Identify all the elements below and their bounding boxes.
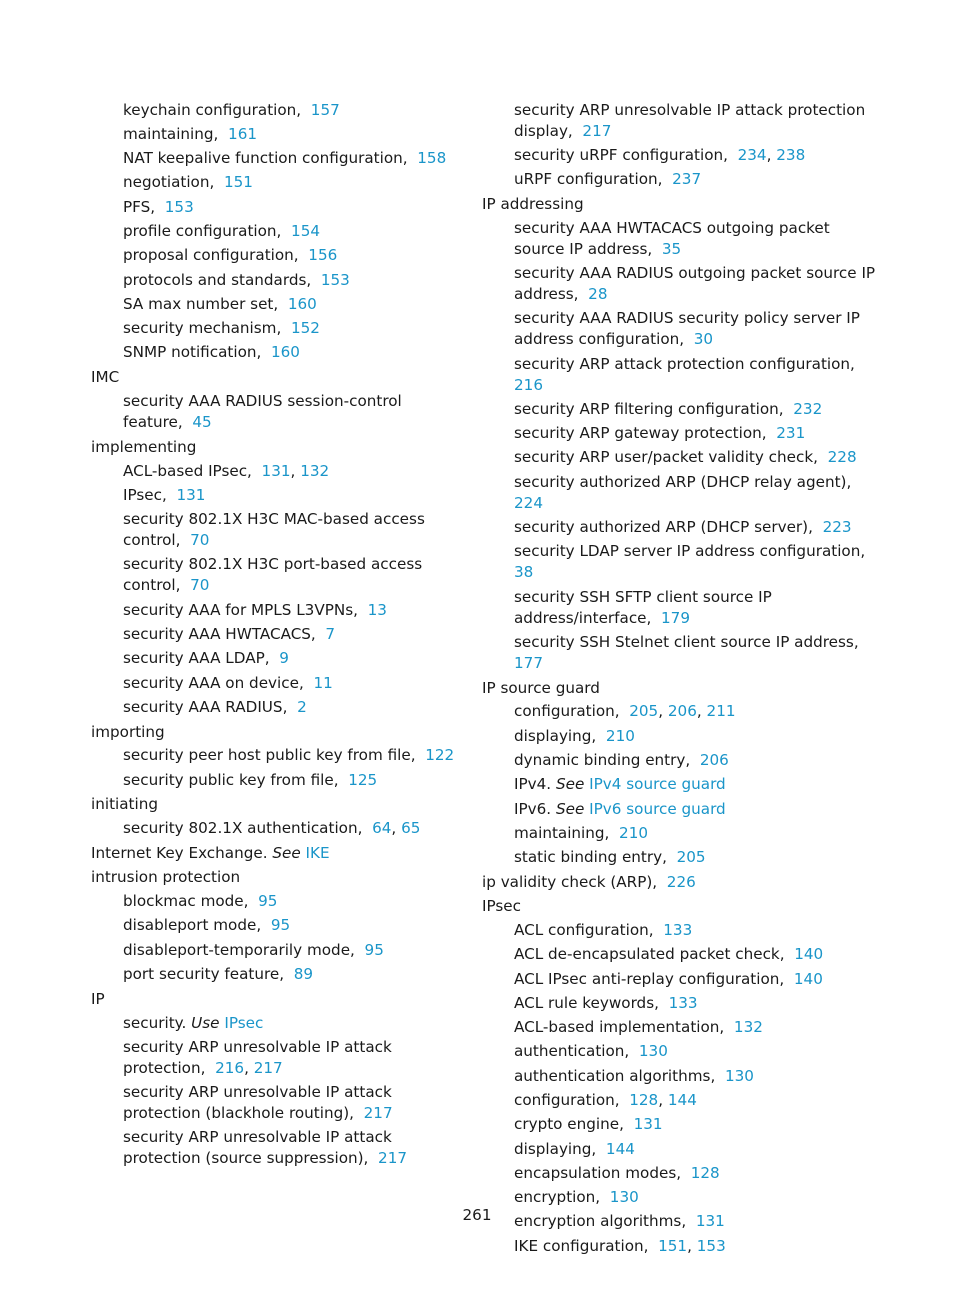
page-link[interactable]: 228 bbox=[827, 448, 857, 467]
entry-text: IP addressing bbox=[482, 194, 584, 213]
entry-text: ACL IPsec anti-replay configuration, bbox=[514, 969, 785, 988]
index-subentry-security-mechanism bbox=[91, 317, 461, 341]
page-link[interactable]: 131 bbox=[176, 485, 206, 504]
index-subentry-displaying bbox=[482, 724, 882, 748]
page-link[interactable]: 160 bbox=[270, 343, 300, 362]
page-link[interactable]: 210 bbox=[619, 823, 649, 842]
entry-text: importing bbox=[91, 722, 165, 741]
index-subentry-authentication bbox=[482, 1040, 882, 1064]
entry-text: displaying, bbox=[514, 726, 597, 745]
page-link[interactable]: 95 bbox=[364, 940, 384, 959]
entry-text: security LDAP server IP address configuration, bbox=[514, 542, 866, 561]
page-link[interactable]: 140 bbox=[794, 945, 824, 964]
page-link[interactable]: 64 bbox=[372, 819, 392, 838]
entry-text: security authorized ARP (DHCP relay agent), bbox=[514, 472, 852, 491]
entry-text: security ARP unresolvable IP attack protection (source suppression), bbox=[123, 1128, 392, 1168]
index-subentry-disableport-mode bbox=[91, 914, 461, 938]
page-link[interactable]: 151 bbox=[223, 173, 253, 192]
page-link[interactable]: 216 bbox=[215, 1058, 245, 1077]
index-subentry-security-arp-filtering-configuration bbox=[482, 397, 882, 421]
entry-text: IPv6. bbox=[514, 799, 552, 818]
index-heading-ip-addressing bbox=[482, 192, 882, 216]
page-link[interactable]: 130 bbox=[724, 1066, 754, 1085]
index-subentry-ipv4 bbox=[482, 773, 882, 797]
entry-text: displaying, bbox=[514, 1139, 597, 1158]
entry-text: security AAA HWTACACS, bbox=[123, 625, 316, 644]
page-link[interactable]: 28 bbox=[588, 285, 608, 304]
index-subentry-proposal-configuration bbox=[91, 244, 461, 268]
page-link[interactable]: 11 bbox=[313, 673, 333, 692]
index-subentry-security-arp-unresolvable-ip-attack-prot bbox=[91, 1081, 461, 1126]
index-subentry-security-ssh-stelnet-client-source-ip-ad bbox=[482, 630, 882, 675]
index-heading-importing bbox=[91, 720, 461, 744]
index-column-left bbox=[91, 98, 461, 1171]
index-heading-initiating bbox=[91, 792, 461, 816]
page-link[interactable]: 161 bbox=[228, 124, 258, 143]
index-subentry-ike-configuration: IKE configuration, 151, 153 bbox=[514, 1236, 726, 1255]
page-link[interactable]: 38 bbox=[514, 563, 534, 582]
page-link[interactable]: 130 bbox=[638, 1042, 668, 1061]
index-subentry-sa-max-number-set bbox=[91, 292, 461, 316]
entry-text: blockmac mode, bbox=[123, 892, 249, 911]
page-link[interactable]: 144 bbox=[605, 1139, 635, 1158]
entry-text: security ARP unresolvable IP attack protection (blackhole routing), bbox=[123, 1083, 392, 1123]
page-link[interactable]: 13 bbox=[367, 600, 387, 619]
index-subentry-crypto-engine bbox=[482, 1113, 882, 1137]
page-link[interactable]: 205 bbox=[629, 702, 659, 721]
entry-text: ip validity check (ARP), bbox=[482, 872, 658, 891]
page-link[interactable]: 205 bbox=[676, 848, 706, 867]
cross-reference-word: See bbox=[555, 775, 585, 794]
entry-text: PFS, bbox=[123, 197, 156, 216]
page-link[interactable]: 122 bbox=[425, 746, 455, 765]
page-link[interactable]: 217 bbox=[253, 1058, 283, 1077]
index-subentry-security-aaa-for-mpls-l3vpns bbox=[91, 598, 461, 622]
index-subentry-security-aaa-radius-session-control-feat bbox=[91, 389, 461, 434]
entry-text: maintaining, bbox=[123, 124, 219, 143]
entry-text: crypto engine, bbox=[514, 1115, 624, 1134]
page-link[interactable]: 153 bbox=[696, 1236, 726, 1255]
entry-text: security AAA LDAP, bbox=[123, 649, 270, 668]
index-subentry-snmp-notification bbox=[91, 341, 461, 365]
index-subentry-security-aaa-on-device bbox=[91, 671, 461, 695]
entry-text: security 802.1X H3C port-based access control, bbox=[123, 555, 423, 595]
page-link[interactable]: 30 bbox=[693, 330, 714, 349]
page-link[interactable]: 65 bbox=[401, 819, 421, 838]
page-link[interactable]: 7 bbox=[325, 625, 336, 644]
entry-text: initiating bbox=[91, 795, 158, 814]
page-link[interactable]: 89 bbox=[293, 965, 314, 984]
index-subentry-displaying bbox=[482, 1137, 882, 1161]
entry-text: security authorized ARP (DHCP server), bbox=[514, 518, 813, 537]
index-subentry-protocols-and-standards bbox=[91, 268, 461, 292]
page-link[interactable]: 231 bbox=[776, 424, 806, 443]
entry-text: encryption algorithms, bbox=[514, 1212, 687, 1231]
page-link[interactable]: 232 bbox=[793, 399, 823, 418]
page-link[interactable]: 132 bbox=[300, 461, 330, 480]
page-link[interactable]: 144 bbox=[667, 1090, 697, 1109]
index-subentry-acl-configuration bbox=[482, 918, 882, 942]
entry-text: security AAA RADIUS outgoing packet source IP address, bbox=[514, 264, 876, 304]
page-link[interactable]: 128 bbox=[690, 1163, 720, 1182]
index-subentry-port-security-feature bbox=[91, 962, 461, 986]
entry-text: encapsulation modes, bbox=[514, 1163, 682, 1182]
entry-text: keychain configuration, bbox=[123, 100, 302, 119]
entry-text: IKE configuration, bbox=[514, 1236, 649, 1255]
entry-text: security AAA RADIUS session-control feature, bbox=[123, 392, 402, 432]
page-link[interactable]: 158 bbox=[417, 149, 447, 168]
index-subentry-authentication-algorithms bbox=[482, 1064, 882, 1088]
entry-text: security peer host public key from file, bbox=[123, 746, 416, 765]
index-subentry-acl-rule-keywords bbox=[482, 991, 882, 1015]
index-subentry-urpf-configuration bbox=[482, 168, 882, 192]
index-subentry-security-aaa-radius-security-policy-serv bbox=[482, 307, 882, 352]
index-subentry-security-arp-gateway-protection bbox=[482, 422, 882, 446]
entry-text: IMC bbox=[91, 368, 120, 387]
entry-text: security AAA RADIUS security policy server IP address configuration, bbox=[514, 309, 860, 349]
entry-text: security mechanism, bbox=[123, 319, 282, 338]
entry-text: security uRPF configuration, bbox=[514, 145, 728, 164]
page-link[interactable]: 133 bbox=[668, 993, 698, 1012]
entry-text: proposal configuration, bbox=[123, 246, 299, 265]
index-subentry-static-binding-entry bbox=[482, 846, 882, 870]
page-link[interactable]: 217 bbox=[378, 1149, 408, 1168]
cross-reference-word: See bbox=[272, 843, 301, 862]
index-subentry-ipv6 bbox=[482, 797, 882, 821]
entry-text: IPv4. bbox=[514, 775, 552, 794]
entry-text: security SSH SFTP client source IP address/interface, bbox=[514, 587, 772, 627]
index-subentry-security-arp-attack-protection-configura bbox=[482, 352, 882, 397]
page-link[interactable]: 133 bbox=[663, 921, 693, 940]
entry-text: negotiation, bbox=[123, 173, 215, 192]
index-heading-intrusion-protection bbox=[91, 865, 461, 889]
index-heading-imc bbox=[91, 365, 461, 389]
index-subentry-security-authorized-arp-dhcp-server bbox=[482, 515, 882, 539]
index-subentry-security-arp-unresolvable-ip-attack-prot bbox=[482, 98, 882, 143]
index-subentry-maintaining bbox=[482, 821, 882, 845]
entry-text: security ARP filtering configuration, bbox=[514, 399, 784, 418]
entry-text: IPsec bbox=[482, 897, 521, 916]
entry-text: disableport mode, bbox=[123, 916, 262, 935]
index-subentry-keychain-configuration bbox=[91, 98, 461, 122]
entry-text: security AAA HWTACACS outgoing packet source IP address, bbox=[514, 218, 830, 258]
page-link[interactable]: 153 bbox=[164, 197, 194, 216]
index-heading-internet-key-exchange bbox=[91, 841, 461, 865]
page-link[interactable]: 70 bbox=[190, 531, 210, 550]
entry-text: encryption, bbox=[514, 1188, 601, 1207]
index-subentry-configuration: configuration, 205, 206, 211 bbox=[514, 702, 736, 721]
index-subentry-dynamic-binding-entry bbox=[482, 748, 882, 772]
entry-text: maintaining, bbox=[514, 823, 610, 842]
index-column-right bbox=[482, 98, 882, 1258]
page-link[interactable]: 35 bbox=[661, 239, 682, 258]
entry-text: security ARP attack protection configuration, bbox=[514, 354, 855, 373]
index-subentry-security-public-key-from-file bbox=[91, 768, 461, 792]
entry-text: security ARP unresolvable IP attack protection display, bbox=[514, 100, 866, 140]
index-subentry-maintaining bbox=[91, 122, 461, 146]
entry-text: disableport-temporarily mode, bbox=[123, 940, 355, 959]
index-subentry-security-arp-user-packet-validity-check bbox=[482, 446, 882, 470]
page-link[interactable]: 95 bbox=[270, 916, 291, 935]
page-link[interactable]: 217 bbox=[582, 121, 612, 140]
index-subentry-disableport-temporarily-mode bbox=[91, 938, 461, 962]
index-subentry-acl-based-implementation bbox=[482, 1016, 882, 1040]
index-subentry-security-urpf-configuration: security uRPF configuration, 234, 238 bbox=[514, 145, 806, 164]
entry-text: security 802.1X authentication, bbox=[123, 819, 363, 838]
index-subentry-security-ldap-server-ip-address-configur bbox=[482, 540, 882, 585]
index-subentry-acl-de-encapsulated-packet-check bbox=[482, 943, 882, 967]
page-link[interactable]: 131 bbox=[261, 461, 291, 480]
index-subentry-security-aaa-radius-outgoing-packet-sour bbox=[482, 261, 882, 306]
page-link[interactable]: 45 bbox=[192, 413, 212, 432]
entry-text: uRPF configuration, bbox=[514, 170, 663, 189]
page-link[interactable]: 160 bbox=[287, 294, 317, 313]
page-link[interactable]: 153 bbox=[320, 270, 350, 289]
entry-text: Internet Key Exchange. bbox=[91, 843, 268, 862]
page-link[interactable]: 132 bbox=[733, 1018, 763, 1037]
entry-text: security ARP user/packet validity check, bbox=[514, 448, 818, 467]
index-heading-ip-source-guard bbox=[482, 676, 882, 700]
index-subentry-acl-ipsec-anti-replay-configuration bbox=[482, 967, 882, 991]
page-link[interactable]: 211 bbox=[706, 702, 736, 721]
page-link[interactable]: 131 bbox=[695, 1212, 725, 1231]
entry-text: implementing bbox=[91, 437, 197, 456]
index-subentry-security-aaa-ldap bbox=[91, 647, 461, 671]
page-link[interactable]: 206 bbox=[699, 751, 729, 770]
page-link[interactable]: 234 bbox=[737, 145, 767, 164]
page-link[interactable]: 152 bbox=[290, 319, 320, 338]
index-subentry-security-aaa-hwtacacs bbox=[91, 622, 461, 646]
entry-text: IP source guard bbox=[482, 678, 600, 697]
index-subentry-ipsec bbox=[91, 483, 461, 507]
index-subentry-nat-keepalive-function-configuration bbox=[91, 147, 461, 171]
page-link[interactable]: 128 bbox=[629, 1090, 659, 1109]
index-subentry-profile-configuration bbox=[91, 219, 461, 243]
entry-text: port security feature, bbox=[123, 965, 285, 984]
page-link[interactable]: 224 bbox=[514, 493, 543, 512]
entry-text: configuration, bbox=[514, 1090, 620, 1109]
cross-reference-link[interactable]: IPsec bbox=[224, 1013, 264, 1032]
page-link[interactable]: 216 bbox=[514, 375, 543, 394]
index-subentry-security-ssh-sftp-client-source-ip-addre bbox=[482, 585, 882, 630]
index-heading-ip-validity-check-arp bbox=[482, 870, 882, 894]
index-subentry-security-aaa-hwtacacs-outgoing-packet-so bbox=[482, 216, 882, 261]
entry-text: authentication, bbox=[514, 1042, 630, 1061]
entry-text: security. bbox=[123, 1013, 187, 1032]
entry-text: SNMP notification, bbox=[123, 343, 262, 362]
entry-text: security ARP gateway protection, bbox=[514, 424, 767, 443]
entry-text: security ARP unresolvable IP attack protection, bbox=[123, 1037, 392, 1077]
entry-text: IPsec, bbox=[123, 485, 167, 504]
index-heading-ip bbox=[91, 987, 461, 1011]
entry-text: intrusion protection bbox=[91, 868, 241, 887]
entry-text: NAT keepalive function configuration, bbox=[123, 149, 408, 168]
entry-text: profile configuration, bbox=[123, 222, 282, 241]
page-link[interactable]: 131 bbox=[633, 1115, 663, 1134]
index-subentry-encapsulation-modes bbox=[482, 1161, 882, 1185]
page-link[interactable]: 9 bbox=[279, 649, 289, 668]
cross-reference-link[interactable]: IKE bbox=[305, 843, 330, 862]
entry-text: authentication algorithms, bbox=[514, 1066, 716, 1085]
entry-text: IP bbox=[91, 989, 105, 1008]
index-subentry-security-peer-host-public-key-from-file bbox=[91, 744, 461, 768]
page-link[interactable]: 2 bbox=[297, 697, 307, 716]
page-link[interactable]: 130 bbox=[609, 1188, 639, 1207]
index-subentry-security-arp-unresolvable-ip-attack-prot: security ARP unresolvable IP attack protection, 216, 217 bbox=[123, 1037, 392, 1077]
index-subentry-security-aaa-radius bbox=[91, 695, 461, 719]
page-link[interactable]: 206 bbox=[667, 702, 697, 721]
page-link[interactable]: 226 bbox=[666, 872, 696, 891]
page-link[interactable]: 157 bbox=[310, 100, 340, 119]
index-subentry-pfs bbox=[91, 195, 461, 219]
page-link[interactable]: 70 bbox=[190, 576, 210, 595]
page-link[interactable]: 154 bbox=[291, 222, 321, 241]
page-link[interactable]: 217 bbox=[363, 1104, 393, 1123]
page-link[interactable]: 95 bbox=[258, 892, 278, 911]
page-number: 261 bbox=[462, 1206, 492, 1224]
entry-text: dynamic binding entry, bbox=[514, 751, 691, 770]
entry-text: configuration, bbox=[514, 702, 620, 721]
page-link[interactable]: 238 bbox=[776, 145, 806, 164]
entry-text: security AAA RADIUS, bbox=[123, 697, 288, 716]
index-subentry-security-authorized-arp-dhcp-relay-agent bbox=[482, 470, 882, 515]
page-link[interactable]: 179 bbox=[661, 608, 691, 627]
entry-text: static binding entry, bbox=[514, 848, 667, 867]
entry-text: ACL rule keywords, bbox=[514, 993, 659, 1012]
entry-text: ACL-based implementation, bbox=[514, 1018, 725, 1037]
entry-text: security SSH Stelnet client source IP address, bbox=[514, 632, 859, 651]
index-subentry-security-802-1x-h3c-port-based-access-co bbox=[91, 553, 461, 598]
cross-reference-link[interactable]: IPv6 source guard bbox=[589, 799, 726, 818]
index-subentry-security-arp-unresolvable-ip-attack-prot bbox=[91, 1126, 461, 1171]
index-heading-ipsec bbox=[482, 894, 882, 918]
page-link[interactable]: 210 bbox=[605, 726, 635, 745]
entry-text: ACL de-encapsulated packet check, bbox=[514, 945, 785, 964]
page-link[interactable]: 151 bbox=[658, 1236, 688, 1255]
cross-reference-link[interactable]: IPv4 source guard bbox=[589, 775, 726, 794]
index-subentry-security-802-1x-h3c-mac-based-access-con bbox=[91, 508, 461, 553]
page-link[interactable]: 156 bbox=[308, 246, 338, 265]
page-link[interactable]: 237 bbox=[672, 170, 702, 189]
entry-text: protocols and standards, bbox=[123, 270, 312, 289]
index-subentry-acl-based-ipsec: ACL-based IPsec, 131, 132 bbox=[123, 461, 330, 480]
cross-reference-word: Use bbox=[191, 1013, 220, 1032]
index-subentry-negotiation bbox=[91, 171, 461, 195]
page-link[interactable]: 177 bbox=[514, 653, 543, 672]
index-subentry-configuration: configuration, 128, 144 bbox=[514, 1090, 697, 1109]
index-subentry-security-802-1x-authentication: security 802.1X authentication, 64, 65 bbox=[123, 819, 421, 838]
entry-text: security AAA on device, bbox=[123, 673, 304, 692]
entry-text: security AAA for MPLS L3VPNs, bbox=[123, 600, 358, 619]
index-subentry-blockmac-mode bbox=[91, 890, 461, 914]
entry-text: security public key from file, bbox=[123, 770, 339, 789]
entry-text: security 802.1X H3C MAC-based access control, bbox=[123, 510, 425, 550]
page-link[interactable]: 140 bbox=[793, 969, 823, 988]
entry-text: ACL-based IPsec, bbox=[123, 461, 252, 480]
entry-text: SA max number set, bbox=[123, 294, 279, 313]
index-subentry-security bbox=[91, 1011, 461, 1035]
index-heading-implementing bbox=[91, 435, 461, 459]
entry-text: ACL configuration, bbox=[514, 921, 654, 940]
page-link[interactable]: 223 bbox=[822, 518, 852, 537]
cross-reference-word: See bbox=[555, 799, 585, 818]
page-link[interactable]: 125 bbox=[348, 770, 378, 789]
